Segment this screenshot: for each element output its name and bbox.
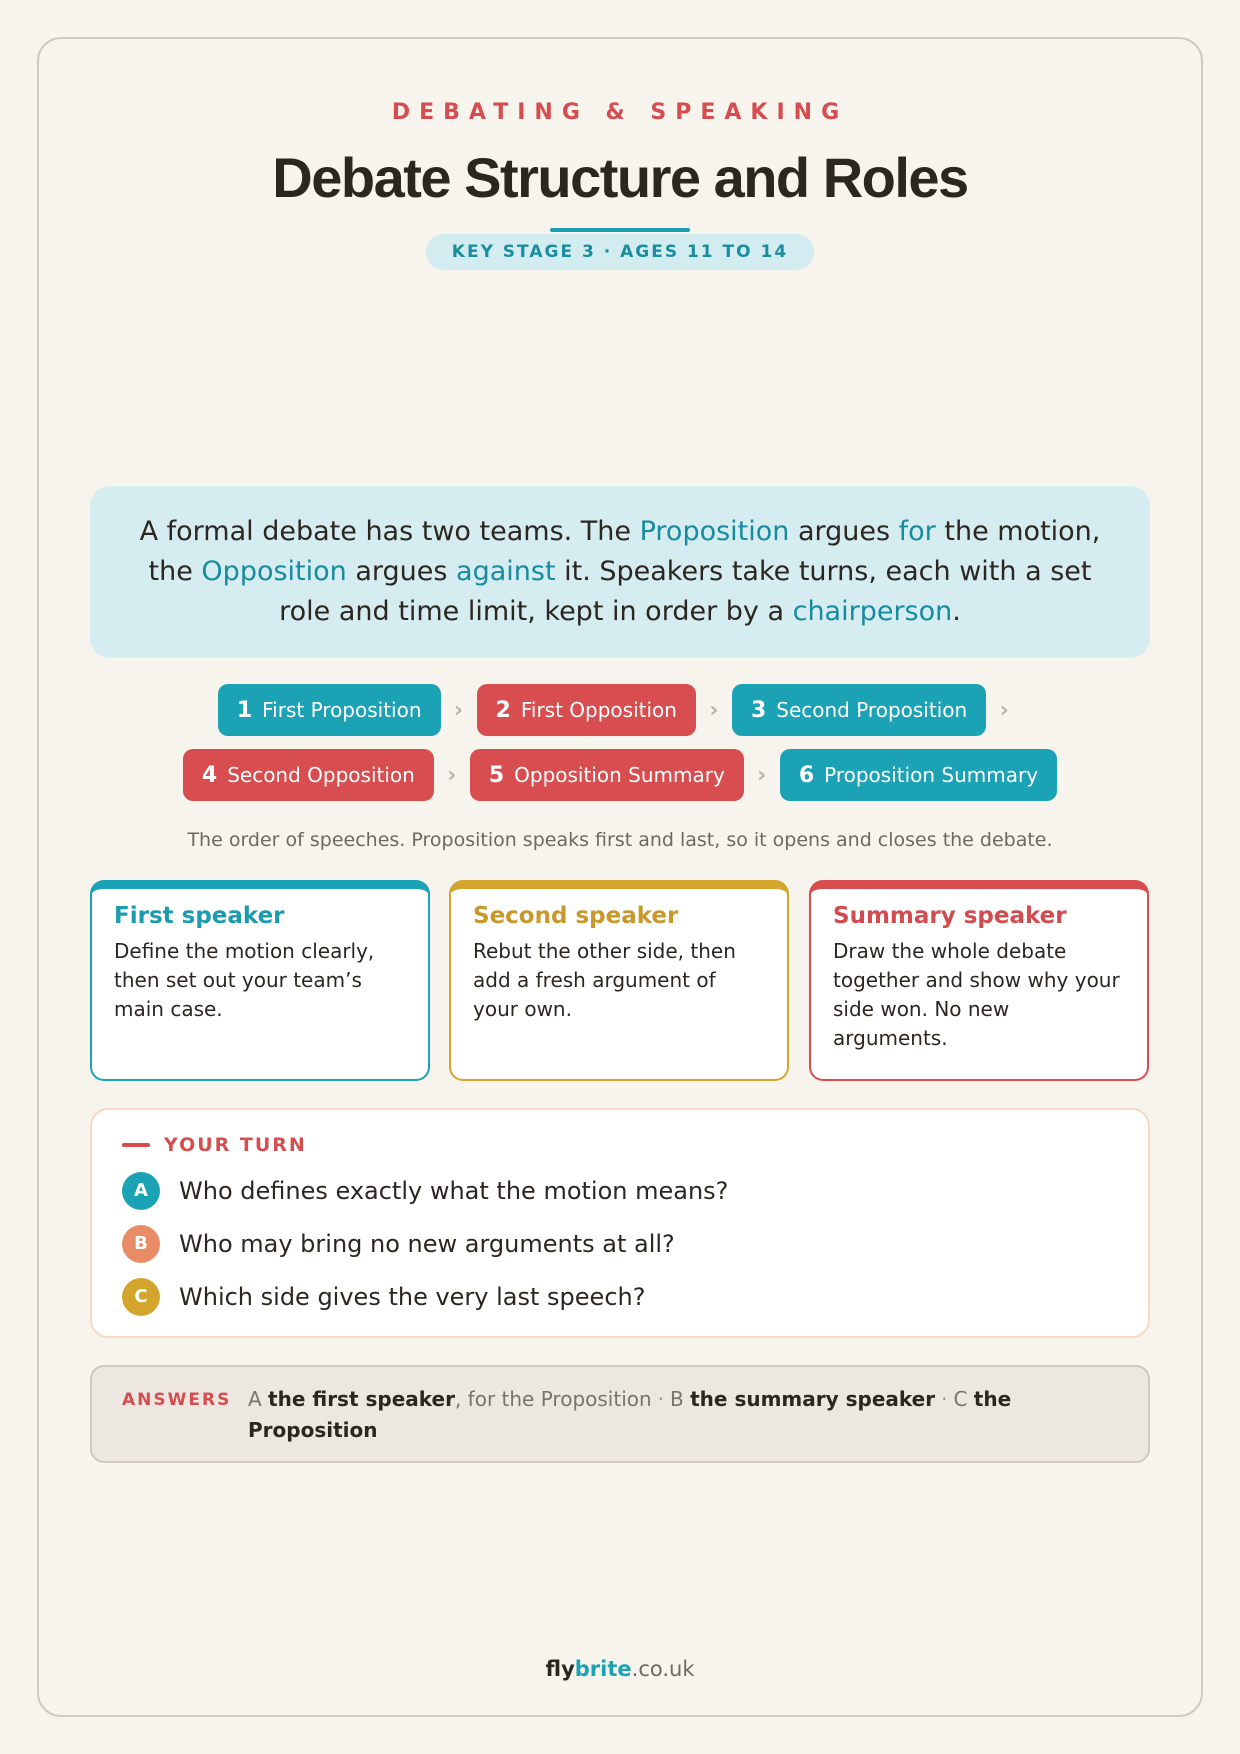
answer-c: the Proposition [248, 1387, 1012, 1442]
question-letter-badge: B [122, 1225, 160, 1263]
question-c [122, 1278, 645, 1316]
intro-text: the motion, the [148, 516, 1101, 587]
question-letter-badge: A [122, 1172, 160, 1210]
worksheet-frame [37, 37, 1203, 1717]
step-number: 1 [236, 697, 253, 723]
intro-text: A formal debate has two teams. The [139, 516, 640, 547]
intro-text: argues [789, 516, 899, 547]
chevron-right-icon: › [999, 697, 1009, 723]
step-number: 4 [201, 762, 218, 788]
step-number: 2 [495, 697, 511, 723]
speech-step-1 [218, 684, 441, 736]
title-underline [550, 228, 690, 232]
your-turn-label: YOUR TURN [164, 1134, 307, 1156]
intro-text: it. Speakers take turns, each with a set role and time limit, kept in order by a [279, 556, 1092, 627]
intro-text: . [952, 596, 961, 627]
chevron-right-icon: › [453, 697, 464, 723]
role-card-first-speaker [90, 880, 430, 1081]
answers-text [248, 1384, 1048, 1446]
speech-step-4 [183, 749, 434, 801]
answer-a-detail: , for the Proposition [454, 1387, 652, 1411]
step-label: Opposition Summary [514, 763, 725, 787]
page-title: Debate Structure and Roles [272, 146, 968, 209]
heading-dash [122, 1143, 150, 1147]
question-a [122, 1172, 728, 1210]
step-number: 5 [488, 762, 505, 788]
intro-panel [90, 486, 1150, 658]
speech-order-row-1 [0, 684, 1240, 736]
brand-logo-fly: fly [545, 1657, 575, 1681]
question-letter-badge: C [122, 1278, 160, 1316]
role-card-title: First speaker [114, 903, 285, 929]
role-card-second-speaker [449, 880, 789, 1081]
chevron-right-icon: › [447, 762, 457, 788]
intro-highlight: against [456, 556, 556, 587]
intro-highlight: Opposition [201, 556, 347, 587]
role-card-text: Rebut the other side, then add a fresh argument of your own. [473, 939, 736, 1021]
chevron-right-icon: › [757, 762, 767, 788]
answer-separator: · [941, 1387, 948, 1411]
answers-label: ANSWERS [122, 1390, 232, 1410]
answer-letter: C [953, 1387, 968, 1411]
step-number: 6 [798, 762, 815, 788]
step-number: 3 [750, 697, 767, 723]
intro-text: argues [346, 556, 457, 587]
speech-step-3 [732, 684, 986, 736]
step-label: First Proposition [262, 698, 422, 722]
question-text: Who defines exactly what the motion means? [179, 1177, 729, 1205]
subject-eyebrow: DEBATING & SPEAKING [391, 100, 849, 125]
key-stage-badge: KEY STAGE 3 · AGES 11 TO 14 [426, 234, 814, 270]
step-label: Second Proposition [776, 698, 968, 722]
role-card-summary-speaker [809, 880, 1149, 1081]
intro-highlight: Proposition [639, 516, 790, 547]
answer-b: the summary speaker [690, 1387, 936, 1411]
role-card-text: Define the motion clearly, then set out your team’s main case. [114, 939, 375, 1021]
chevron-right-icon: › [709, 697, 719, 723]
answer-letter: A [248, 1387, 262, 1411]
question-b [122, 1225, 675, 1263]
step-label: Proposition Summary [824, 763, 1039, 787]
speech-order-row-2 [0, 749, 1240, 801]
answers-panel [90, 1365, 1150, 1463]
intro-highlight: for [898, 516, 936, 547]
speech-step-6 [780, 749, 1057, 801]
answer-separator: · [657, 1387, 665, 1411]
speech-order-caption: The order of speeches. Proposition speaks first and last, so it opens and closes the debate. [187, 829, 1053, 851]
question-text: Who may bring no new arguments at all? [179, 1230, 675, 1258]
question-text: Which side gives the very last speech? [179, 1283, 646, 1311]
intro-highlight: chairperson [792, 596, 953, 627]
brand-logo-brite: brite [574, 1657, 632, 1681]
speech-step-5 [470, 749, 744, 801]
step-label: First Opposition [520, 698, 677, 722]
step-label: Second Opposition [227, 763, 415, 787]
brand-domain: .co.uk [631, 1657, 695, 1681]
role-card-title: Second speaker [473, 903, 679, 929]
role-card-title: Summary speaker [833, 903, 1067, 929]
brand-footer [0, 1657, 1240, 1681]
answer-a: the first speaker [268, 1387, 455, 1411]
speech-step-2 [477, 684, 696, 736]
answer-letter: B [670, 1387, 684, 1411]
your-turn-heading [122, 1134, 307, 1156]
role-card-text: Draw the whole debate together and show why your side won. No new arguments. [833, 939, 1120, 1050]
your-turn-panel [90, 1108, 1150, 1338]
